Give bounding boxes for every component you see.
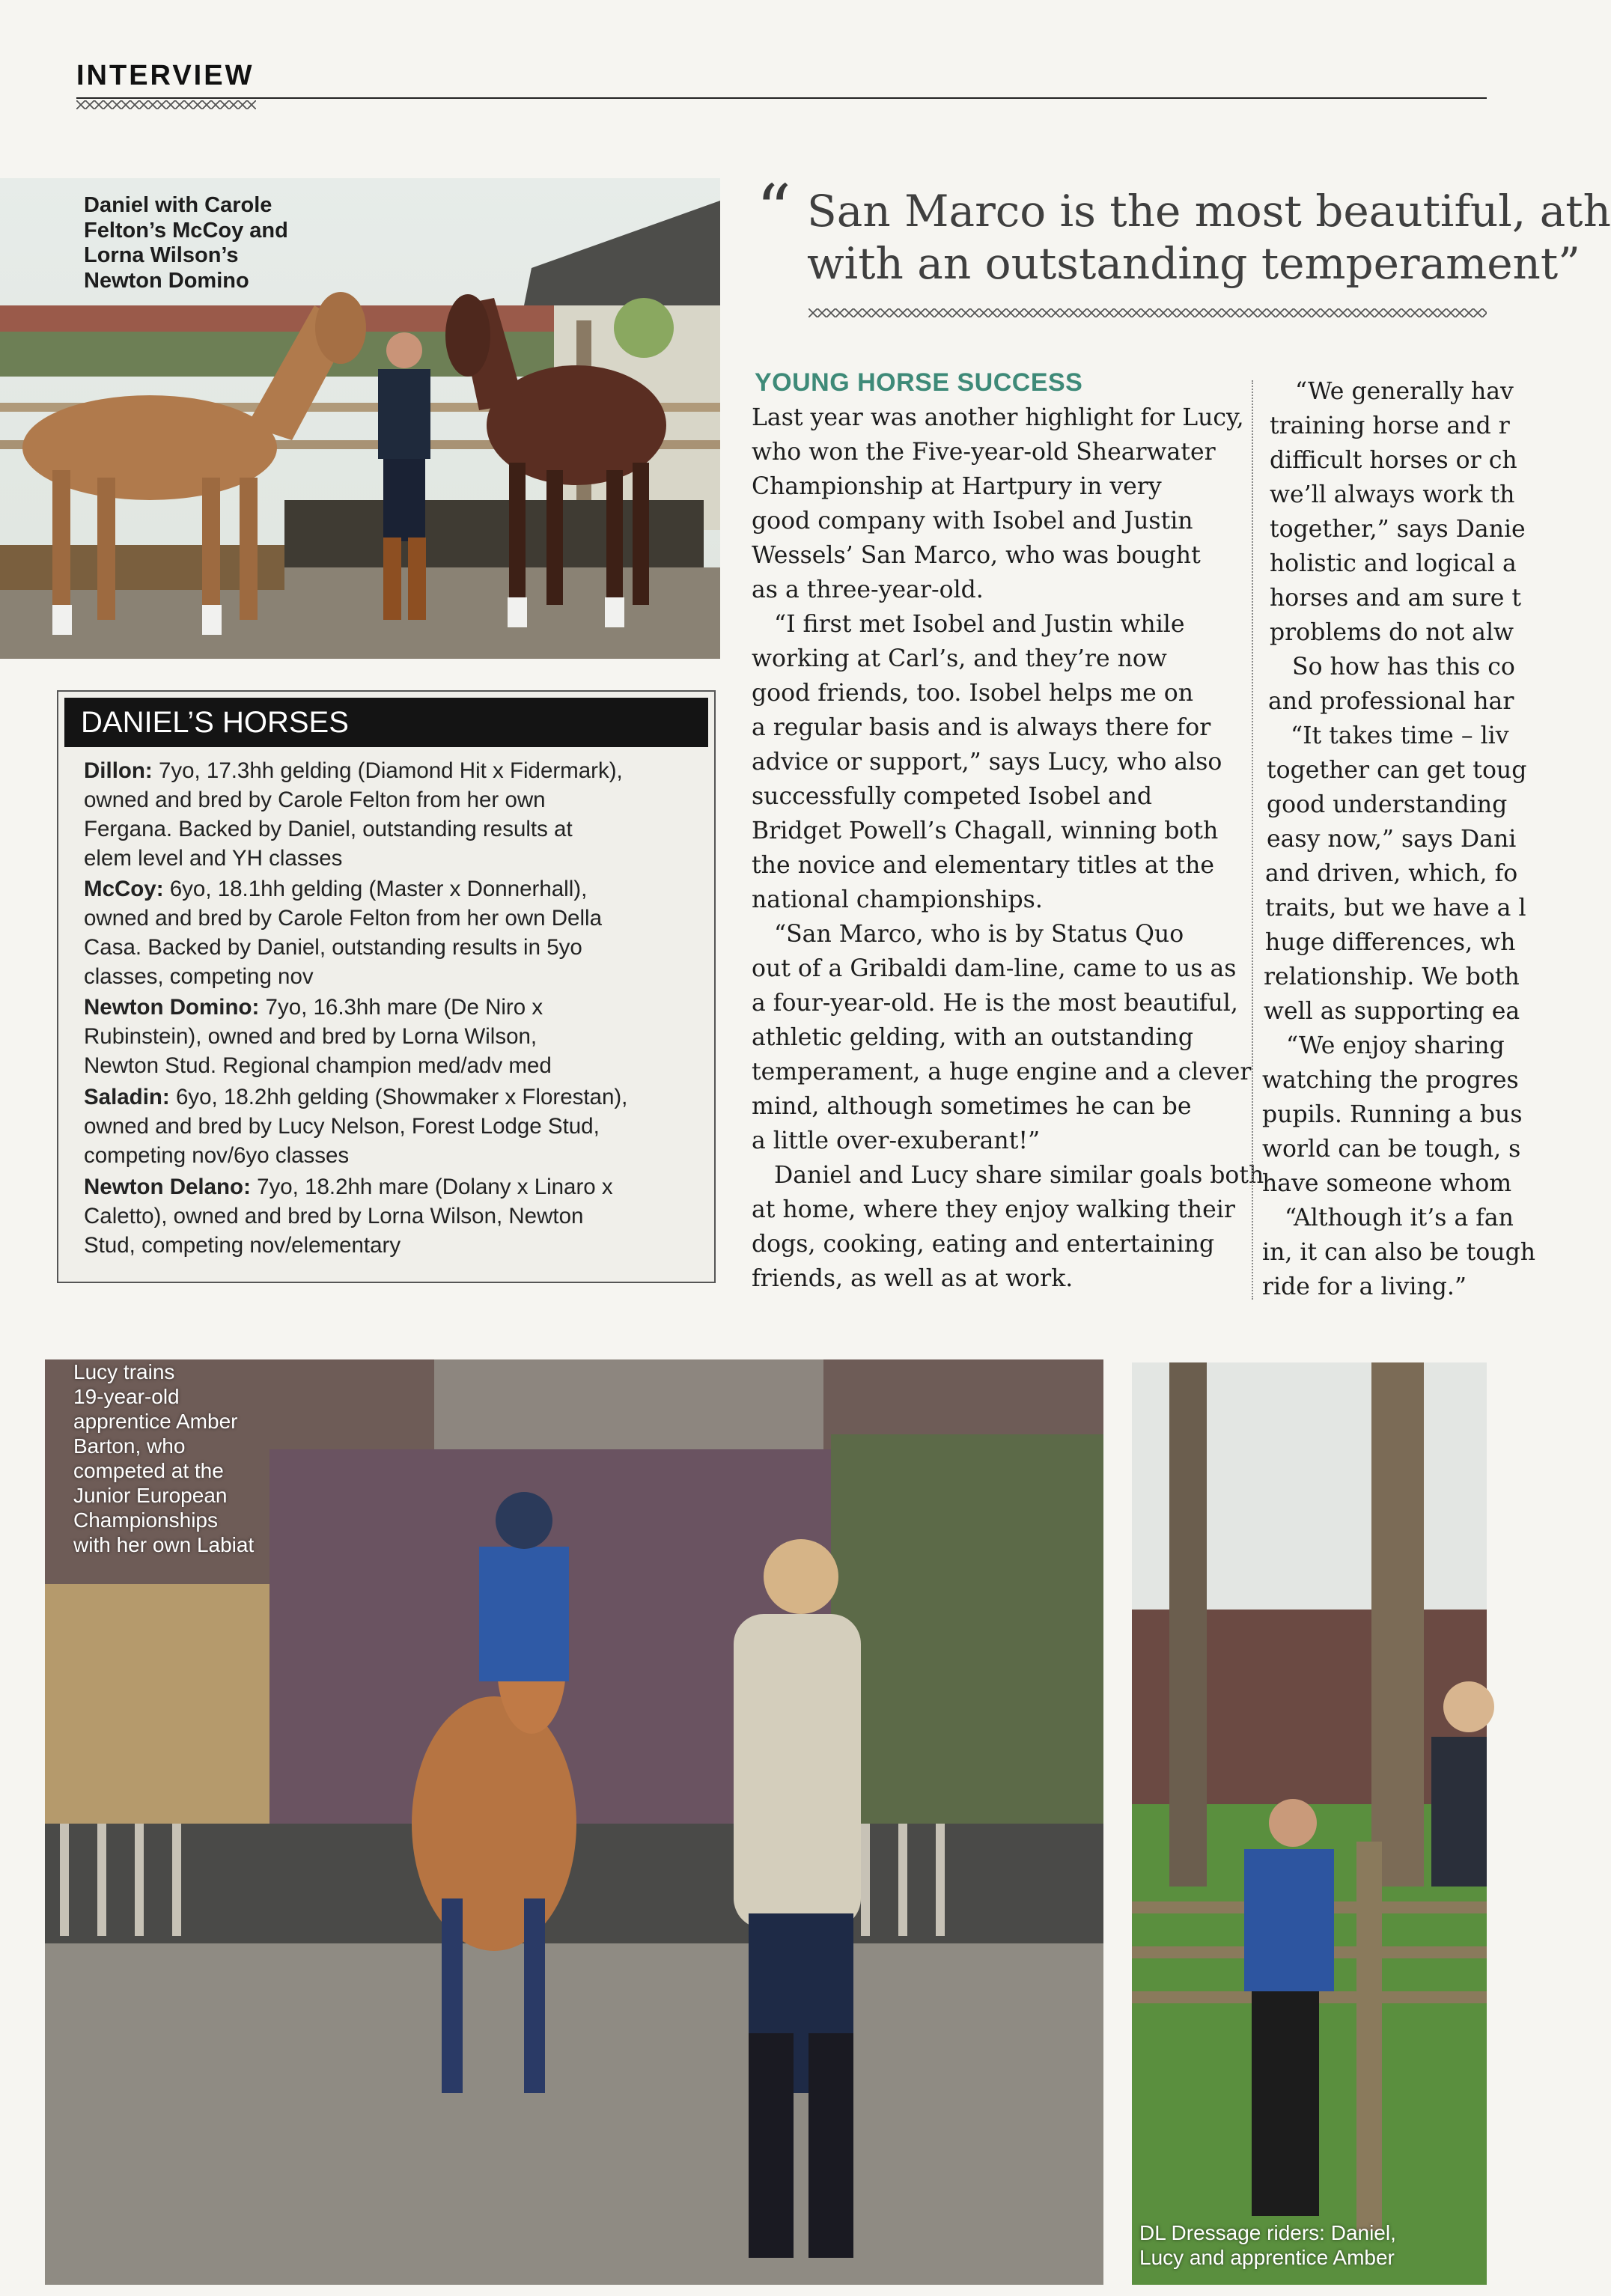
horse-name: McCoy: xyxy=(84,877,164,901)
horse-detail: 6yo, 18.2hh gelding (Showmaker x Florestan), xyxy=(175,1085,628,1109)
bottom-photo-riders xyxy=(1132,1362,1487,2285)
article-line: So how has this co xyxy=(1292,654,1515,680)
article-line: easy now,” says Dani xyxy=(1267,826,1517,853)
article-line: training horse and r xyxy=(1270,412,1510,439)
article-line: friends, as well as at work. xyxy=(752,1265,1074,1292)
article-line: good company with Isobel and Justin xyxy=(752,508,1193,535)
article-line: Bridget Powell’s Chagall, winning both xyxy=(752,817,1219,844)
column-divider xyxy=(1252,380,1253,1300)
article-column-2 xyxy=(1262,0,1536,1348)
article-line: huge differences, wh xyxy=(1265,929,1516,956)
article-line: “I first met Isobel and Justin while xyxy=(774,611,1185,638)
bottom-photo-riders-caption xyxy=(1139,2220,1396,2270)
horse-entry-mccoy xyxy=(84,874,705,991)
article-line: “We enjoy sharing xyxy=(1286,1032,1505,1059)
horse-detail: Rubinstein), owned and bred by Lorna Wilson, xyxy=(84,1024,537,1049)
article-line: relationship. We both xyxy=(1264,963,1520,990)
article-line: Championship at Hartpury in very xyxy=(752,473,1162,500)
horse-detail: Stud, competing nov/elementary xyxy=(84,1233,401,1258)
caption-line: Newton Domino xyxy=(84,268,249,293)
horse-detail: competing nov/6yo classes xyxy=(84,1143,350,1168)
article-line: horses and am sure t xyxy=(1270,585,1522,612)
article-line: Daniel and Lucy share similar goals both xyxy=(774,1162,1264,1189)
caption-line: 19-year-old xyxy=(73,1385,180,1409)
pull-quote-line: San Marco is the most beautiful, ath xyxy=(807,186,1611,237)
horses-box xyxy=(57,690,716,1283)
section-heading: YOUNG HORSE SUCCESS xyxy=(755,368,1083,397)
article-line: advice or support,” says Lucy, who also xyxy=(752,749,1222,776)
top-photo-caption xyxy=(84,193,288,294)
caption-line: apprentice Amber xyxy=(73,1410,238,1434)
horse-detail: elem level and YH classes xyxy=(84,846,343,871)
horse-entry-newton-domino xyxy=(84,993,705,1080)
section-label: INTERVIEW xyxy=(76,60,255,91)
horse-detail: classes, competing nov xyxy=(84,964,314,989)
caption-line: Daniel with Carole xyxy=(84,193,272,217)
bottom-photo-lesson-caption xyxy=(73,1359,254,1557)
article-line: a regular basis and is always there for xyxy=(752,714,1211,741)
article-line: a little over-exuberant!” xyxy=(752,1127,1041,1154)
horse-entry-newton-delano xyxy=(84,1172,705,1260)
article-line: good friends, too. Isobel helps me on xyxy=(752,680,1193,707)
article-line: out of a Gribaldi dam-line, came to us as xyxy=(752,955,1237,982)
pull-quote-line: with an outstanding temperament” xyxy=(807,238,1580,289)
horse-detail: 7yo, 17.3hh gelding (Diamond Hit x Fidermark), xyxy=(158,758,623,783)
article-line: Last year was another highlight for Lucy, xyxy=(752,404,1244,431)
article-line: good understanding xyxy=(1267,791,1508,818)
horse-detail: Fergana. Backed by Daniel, outstanding results at xyxy=(84,817,573,841)
article-line: problems do not alw xyxy=(1270,619,1514,646)
article-line: traits, but we have a l xyxy=(1265,895,1526,922)
article-line: “Although it’s a fan xyxy=(1285,1205,1514,1231)
article-line: a four-year-old. He is the most beautiful, xyxy=(752,990,1238,1017)
article-column-1 xyxy=(752,0,1264,1348)
horse-detail: Newton Stud. Regional champion med/adv med xyxy=(84,1053,552,1078)
article-line: the novice and elementary titles at the xyxy=(752,852,1215,879)
article-line: together,” says Danie xyxy=(1270,516,1526,543)
caption-line: Junior European xyxy=(73,1484,228,1508)
article-line: at home, where they enjoy walking their xyxy=(752,1196,1235,1223)
horse-detail: 7yo, 16.3hh mare (De Niro x xyxy=(265,995,543,1020)
article-line: well as supporting ea xyxy=(1264,998,1520,1025)
article-line: together can get toug xyxy=(1267,757,1527,784)
article-line: pupils. Running a bus xyxy=(1262,1101,1523,1128)
horse-detail: owned and bred by Carole Felton from her own Della xyxy=(84,906,602,931)
article-line: ride for a living.” xyxy=(1262,1273,1467,1300)
article-line: as a three-year-old. xyxy=(752,576,984,603)
quote-mark: “ xyxy=(756,170,792,250)
article-line: who won the Five-year-old Shearwater xyxy=(752,439,1216,466)
article-line: “San Marco, who is by Status Quo xyxy=(774,921,1184,948)
article-line: working at Carl’s, and they’re now xyxy=(752,645,1167,672)
caption-line: with her own Labiat xyxy=(73,1533,255,1557)
caption-line: Lucy trains xyxy=(73,1360,175,1383)
horse-detail: 7yo, 18.2hh mare (Dolany x Linaro x xyxy=(257,1175,613,1199)
article-line: temperament, a huge engine and a clever xyxy=(752,1059,1252,1085)
article-line: in, it can also be tough xyxy=(1262,1239,1536,1266)
bottom-photo-riders-illustration xyxy=(1132,1362,1487,2285)
article-line: watching the progres xyxy=(1262,1067,1519,1094)
caption-line: Championships xyxy=(73,1508,218,1532)
article-line: Wessels’ San Marco, who was bought xyxy=(752,542,1201,569)
article-line: we’ll always work th xyxy=(1270,481,1515,508)
article-line: world can be tough, s xyxy=(1262,1136,1521,1163)
caption-line: Felton’s McCoy and xyxy=(84,218,288,243)
caption-line: Barton, who xyxy=(73,1434,186,1458)
horse-detail: owned and bred by Carole Felton from her own xyxy=(84,788,546,812)
top-photo xyxy=(0,178,720,659)
caption-line: Lucy and apprentice Amber xyxy=(1139,2246,1395,2270)
article-line: successfully competed Isobel and xyxy=(752,783,1153,810)
horses-box-title: DANIEL’S HORSES xyxy=(64,698,708,747)
horse-detail: 6yo, 18.1hh gelding (Master x Donnerhall), xyxy=(169,877,588,901)
horse-name: Newton Domino: xyxy=(84,995,260,1020)
article-line: dogs, cooking, eating and entertaining xyxy=(752,1231,1215,1258)
horse-name: Newton Delano: xyxy=(84,1175,251,1199)
article-line: mind, although sometimes he can be xyxy=(752,1093,1192,1120)
bottom-photo-lesson xyxy=(45,1359,1103,2285)
caption-line: DL Dressage riders: Daniel, xyxy=(1139,2221,1396,2244)
article-line: “It takes time – liv xyxy=(1291,722,1509,749)
header-zigzag-ornament xyxy=(76,100,256,109)
horse-detail: Caletto), owned and bred by Lorna Wilson, Newton xyxy=(84,1204,584,1228)
horse-name: Dillon: xyxy=(84,758,153,783)
article-line: have someone whom xyxy=(1262,1170,1512,1197)
article-line: “We generally hav xyxy=(1295,378,1514,405)
horse-name: Saladin: xyxy=(84,1085,170,1109)
horse-entry-saladin xyxy=(84,1082,705,1170)
horse-detail: owned and bred by Lucy Nelson, Forest Lodge Stud, xyxy=(84,1114,600,1139)
article-line: holistic and logical a xyxy=(1270,550,1517,577)
article-line: difficult horses or ch xyxy=(1270,447,1517,474)
article-line: and professional har xyxy=(1268,688,1514,715)
article-line: national championships. xyxy=(752,886,1043,913)
article-line: and driven, which, fo xyxy=(1265,860,1518,887)
caption-line: competed at the xyxy=(73,1459,224,1483)
caption-line: Lorna Wilson’s xyxy=(84,243,239,268)
horse-detail: Casa. Backed by Daniel, outstanding results in 5yo xyxy=(84,935,582,960)
article-line: athletic gelding, with an outstanding xyxy=(752,1024,1193,1051)
horse-entry-dillon xyxy=(84,756,705,873)
